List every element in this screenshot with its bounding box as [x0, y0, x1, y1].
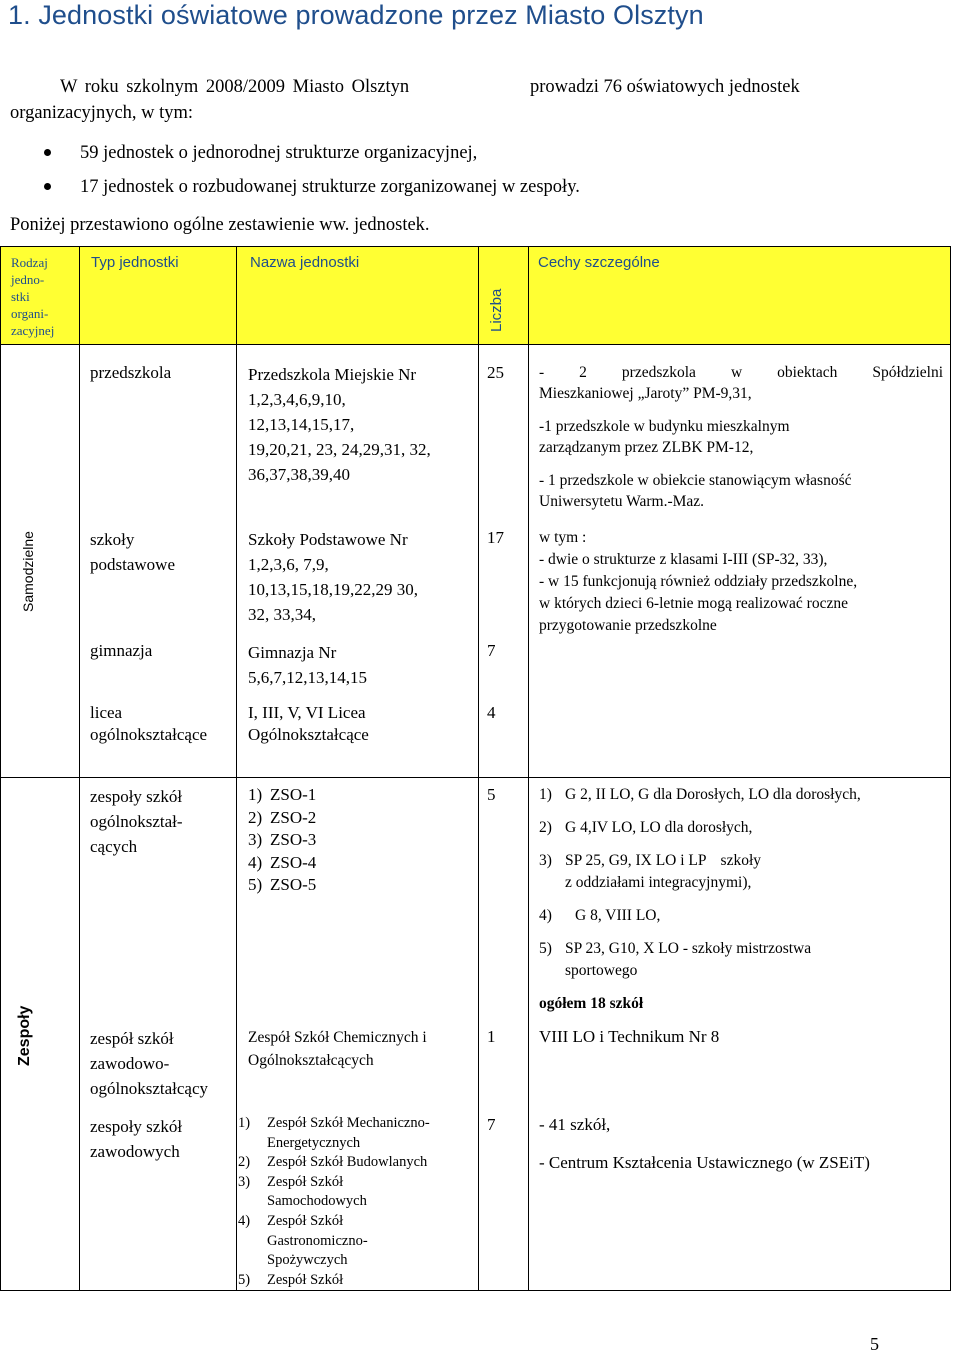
- cechy-line: zarządzanym przez ZLBK PM-12,: [539, 439, 754, 456]
- nazwa-line: 12,13,14,15,17,: [248, 415, 355, 434]
- nazwa-line: Szkoły Podstawowe Nr: [248, 530, 408, 549]
- col-divider: [478, 246, 479, 1290]
- item-number: 2): [248, 807, 263, 827]
- row-zsc-cechy: VIII LO i Technikum Nr 8: [539, 1027, 720, 1046]
- nazwa-line: I, III, V, VI Licea: [248, 703, 366, 722]
- header-rodzaj-l1: Rodzaj: [11, 255, 48, 270]
- header-typ: Typ jednostki: [91, 254, 179, 271]
- item-text: Zespół Szkół Mechaniczno-: [267, 1115, 430, 1131]
- cechy-line: w tym :: [539, 529, 587, 546]
- item-number: 3): [238, 1173, 251, 1190]
- item-text: Zespół Szkół: [267, 1173, 344, 1190]
- row-zsz-typ: [90, 1114, 182, 1164]
- cechy-item: [539, 850, 943, 872]
- cechy-total: ogółem 18 szkół: [539, 995, 644, 1012]
- cechy-line: - Centrum Kształcenia Ustawicznego (w ZSEiT): [539, 1153, 870, 1172]
- row-szkoly-nazwa: [248, 527, 418, 627]
- typ-line: zespoły szkół: [90, 787, 183, 806]
- item-number: 2): [539, 819, 552, 836]
- nazwa-line: Ogólnokształcących: [248, 1052, 374, 1069]
- group-divider: [0, 777, 951, 778]
- item-text: G 4,IV LO, LO dla dorosłych,: [565, 819, 753, 836]
- typ-line: ogólnokształcący: [90, 1079, 209, 1098]
- row-zsc-typ: [90, 1026, 208, 1101]
- cechy-line: - 1 przedszkole w obiekcie stanowiącym własność: [539, 472, 852, 489]
- page-number: 5: [870, 1334, 879, 1354]
- nazwa-line: 1,2,3,4,6,9,10,: [248, 390, 346, 409]
- group-zespoly: Zespoły: [16, 1005, 33, 1066]
- bullet-icon: [44, 149, 51, 156]
- header-cechy: Cechy szczególne: [538, 254, 660, 271]
- table-border-bottom: [0, 1290, 951, 1291]
- item-number: 4): [539, 907, 552, 924]
- col-divider: [79, 246, 80, 1290]
- header-rodzaj-l5: zacyjnej: [11, 323, 55, 338]
- header-rodzaj-l4: organi-: [11, 306, 49, 321]
- cechy-line: - dwie o strukturze z klasami I-III (SP-32, 33),: [539, 551, 828, 568]
- intro-line1-a: W roku szkolnym 2008/2009 Miasto Olsztyn: [60, 77, 410, 97]
- item-text: ZSO-5: [270, 875, 317, 894]
- item-text: szkoły: [720, 852, 761, 869]
- item-number: 2): [238, 1154, 251, 1171]
- nazwa-line: Przedszkola Miejskie Nr: [248, 365, 417, 384]
- item-text: ZSO-1: [270, 785, 317, 804]
- item-number: 5): [539, 940, 552, 957]
- col-divider: [236, 246, 237, 1290]
- intro-line1-b: prowadzi 76 oświatowych jednostek: [530, 77, 800, 97]
- item-number: 4): [248, 852, 263, 872]
- cechy-line: Mieszkaniowej „Jaroty” PM-9,31,: [539, 385, 752, 402]
- intro-bullet-1: 59 jednostek o jednorodnej strukturze organizacyjnej,: [80, 143, 478, 163]
- cechy-line: - 41 szkół,: [539, 1115, 611, 1134]
- nazwa-item: [248, 829, 316, 852]
- item-number: 3): [248, 830, 263, 849]
- table-border-left: [0, 246, 1, 1290]
- item-number: 3): [539, 852, 552, 869]
- nazwa-item: [248, 807, 316, 830]
- header-rodzaj-l2: jedno-: [11, 272, 45, 287]
- row-licea-liczba: 4: [487, 703, 496, 722]
- item-text: ZSO-2: [270, 807, 317, 827]
- cechy-item: sportowego: [565, 962, 638, 979]
- row-gimnazja-nazwa: [248, 640, 367, 690]
- nazwa-line: Zespół Szkół Chemicznych i: [248, 1029, 427, 1046]
- typ-line: zawodowo-: [90, 1054, 170, 1073]
- nazwa-item: [248, 784, 316, 807]
- cechy-item: [539, 817, 943, 850]
- item-text: Zespół Szkół: [267, 1271, 344, 1288]
- typ-line: licea: [90, 703, 123, 722]
- cechy-line: - w 15 funkcjonują również oddziały przedszkolne,: [539, 573, 858, 590]
- nazwa-line: Ogólnokształcące: [248, 725, 369, 744]
- nazwa-item: [238, 1173, 430, 1193]
- row-przedszkola-liczba: 25: [487, 363, 504, 382]
- item-number: 5): [248, 875, 263, 894]
- row-zsc-nazwa: [248, 1026, 427, 1072]
- nazwa-item: Spożywczych: [267, 1252, 348, 1269]
- table-border-top: [0, 246, 951, 247]
- cechy-item: z oddziałami integracyjnymi),: [565, 874, 752, 891]
- row-licea-nazwa: [248, 702, 369, 746]
- item-text: SP 25, G9, IX LO i LP: [565, 852, 707, 869]
- header-rodzaj: [11, 254, 54, 339]
- nazwa-item: [238, 1212, 430, 1232]
- cechy-item: [539, 784, 943, 817]
- intro-line2: organizacyjnych, w tym:: [10, 103, 194, 123]
- item-number: 5): [238, 1271, 251, 1288]
- header-nazwa: Nazwa jednostki: [250, 254, 360, 271]
- nazwa-line: 1,2,3,6, 7,9,: [248, 555, 329, 574]
- row-zsz-nazwa: [238, 1114, 430, 1290]
- nazwa-item: Samochodowych: [267, 1193, 367, 1210]
- item-text: ZSO-4: [270, 852, 317, 872]
- typ-line: cących: [90, 837, 138, 856]
- intro-after: Poniżej przestawiono ogólne zestawienie ww. jednostek.: [10, 215, 430, 235]
- nazwa-item: Gastronomiczno-: [267, 1232, 368, 1249]
- row-licea-typ: [90, 702, 207, 746]
- item-number: 1): [238, 1115, 251, 1131]
- col-divider: [528, 246, 529, 1290]
- item-text: G 2, II LO, G dla Dorosłych, LO dla dorosłych,: [565, 786, 861, 803]
- row-zsc-liczba: 1: [487, 1027, 496, 1046]
- cechy-item: [539, 938, 943, 960]
- item-number: 4): [238, 1212, 251, 1229]
- row-zso-typ: [90, 784, 183, 859]
- nazwa-item: [248, 874, 316, 897]
- row-przedszkola-nazwa: [248, 362, 431, 487]
- row-przedszkola-cechy: [539, 362, 943, 512]
- header-liczba: Liczba: [488, 288, 505, 332]
- nazwa-line: 19,20,21, 23, 24,29,31, 32,: [248, 440, 431, 459]
- typ-line: ogólnokształ-: [90, 812, 183, 831]
- row-szkoly-liczba: 17: [487, 528, 504, 547]
- cechy-line: -1 przedszkole w budynku mieszkalnym: [539, 418, 790, 435]
- typ-line: ogólnokształcące: [90, 725, 208, 744]
- row-zso-nazwa: [248, 784, 316, 897]
- item-text: SP 23, G10, X LO - szkoły mistrzostwa: [565, 940, 812, 957]
- item-text: ZSO-3: [270, 830, 317, 849]
- nazwa-line: 5,6,7,12,13,14,15: [248, 668, 367, 687]
- table-border-right: [950, 246, 951, 1290]
- nazwa-line: 10,13,15,18,19,22,29 30,: [248, 580, 418, 599]
- bullet-icon: [44, 183, 51, 190]
- typ-line: zespoły szkół: [90, 1117, 183, 1136]
- cechy-line: przygotowanie przedszkolne: [539, 617, 717, 634]
- nazwa-line: Gimnazja Nr: [248, 643, 337, 662]
- nazwa-item: Energetycznych: [267, 1134, 361, 1151]
- cechy-line: Uniwersytetu Warm.-Maz.: [539, 493, 705, 510]
- typ-line: podstawowe: [90, 555, 175, 574]
- nazwa-item: [248, 852, 316, 875]
- nazwa-item: [238, 1271, 430, 1291]
- cechy-item: [539, 905, 943, 938]
- item-text: Zespół Szkół Budowlanych: [267, 1154, 428, 1171]
- item-text: Zespół Szkół: [267, 1212, 344, 1229]
- row-gimnazja-liczba: 7: [487, 641, 496, 660]
- typ-line: zespół szkół: [90, 1029, 174, 1048]
- row-zsz-cechy: [539, 1114, 870, 1174]
- row-szkoly-typ: [90, 527, 175, 577]
- page-title: 1. Jednostki oświatowe prowadzone przez Miasto Olsztyn: [8, 0, 704, 30]
- cechy-line: - 2 przedszkola w obiektach Spółdzielni: [539, 364, 943, 381]
- header-rodzaj-l3: stki: [11, 289, 30, 304]
- item-number: 1): [248, 785, 263, 804]
- nazwa-item: [238, 1114, 430, 1134]
- intro-bullet-2: 17 jednostek o rozbudowanej strukturze zorganizowanej w zespoły.: [80, 177, 580, 197]
- nazwa-line: 32, 33,34,: [248, 605, 316, 624]
- nazwa-line: 36,37,38,39,40: [248, 465, 350, 484]
- typ-line: szkoły: [90, 530, 135, 549]
- item-number: 1): [539, 786, 552, 803]
- row-zso-cechy: [539, 784, 943, 1015]
- cechy-line: w których dzieci 6-letnie mogą realizować roczne: [539, 595, 848, 612]
- row-zsz-liczba: 7: [487, 1115, 496, 1134]
- item-text: G 8, VIII LO,: [575, 907, 661, 924]
- row-zso-liczba: 5: [487, 785, 496, 804]
- typ-line: zawodowych: [90, 1142, 180, 1161]
- table-header: [0, 246, 951, 345]
- row-gimnazja-typ: gimnazja: [90, 641, 153, 660]
- row-przedszkola-typ: przedszkola: [90, 363, 172, 382]
- group-samodzielne: Samodzielne: [20, 531, 36, 612]
- nazwa-item: [238, 1153, 430, 1173]
- row-szkoly-cechy: [539, 527, 943, 637]
